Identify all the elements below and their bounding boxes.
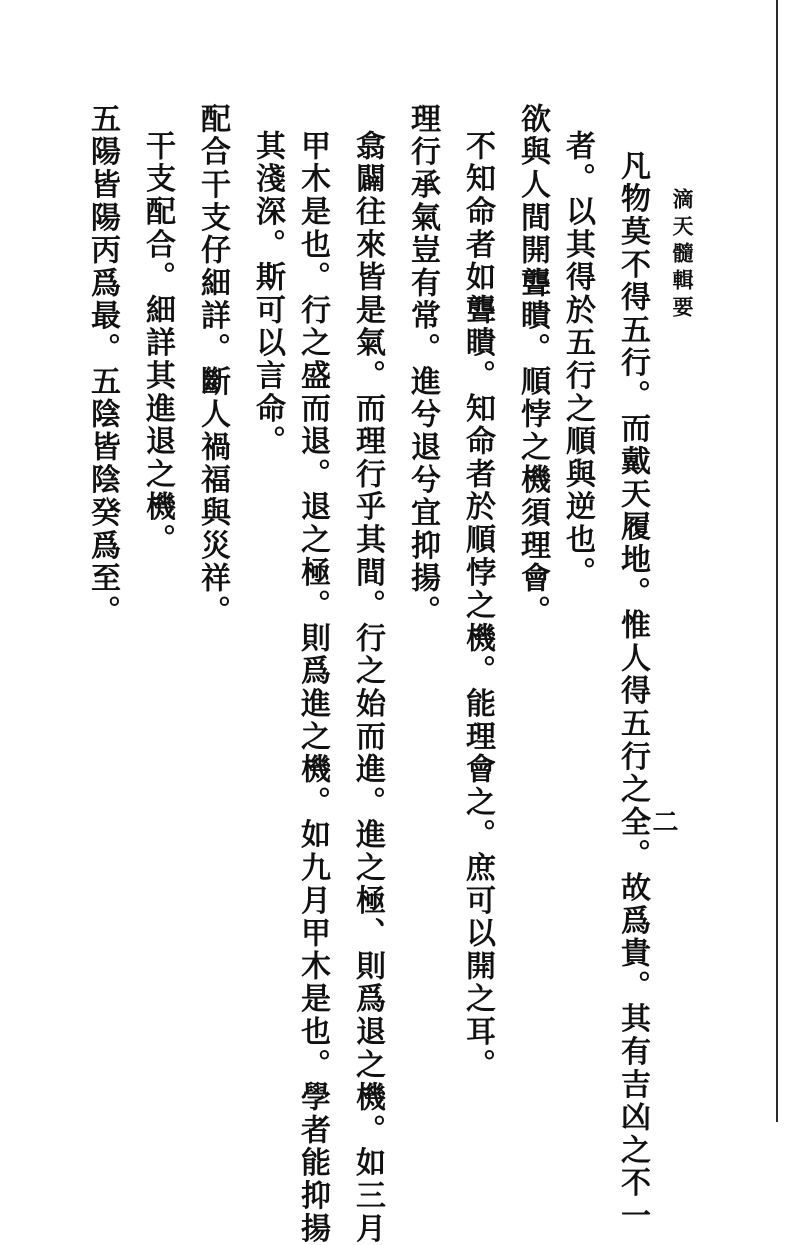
text-column-5: 理行承氣豈有常。進兮退兮宜抑揚。 [405,103,440,628]
text-column-7: 甲木是也。行之盛而退。退之極。則爲進之機。如九月甲木是也。學者能抑揚 [295,130,330,1245]
page-header-title: 滴天髓輯要 [670,188,695,323]
text-column-11: 五陽皆陽丙爲最。五陰皆陰癸爲至。 [85,103,120,628]
text-column-1: 凡物莫不得五行。而戴天履地。惟人得五行之全。故爲貴。其有吉凶之不一 [615,150,650,1233]
text-column-9: 配合干支仔細詳。斷人禍福與災祥。 [195,103,230,628]
text-column-2: 者。以其得於五行之順與逆也。 [560,130,595,590]
text-column-3: 欲與人間開聾瞶。順悖之機須理會。 [515,103,550,628]
page-edge-line [776,0,778,1122]
text-column-6: 翕闢往來皆是氣。而理行乎其間。行之始而進。進之極、則爲退之機。如三月 [350,130,385,1245]
text-column-10: 干支配合。細詳其進退之機。 [140,130,175,557]
text-column-4: 不知命者如聾瞶。知命者於順悖之機。能理會之。庶可以開之耳。 [460,130,495,1082]
page-number: 二 [648,808,678,834]
text-column-8: 其淺深。斯可以言命。 [250,130,285,458]
